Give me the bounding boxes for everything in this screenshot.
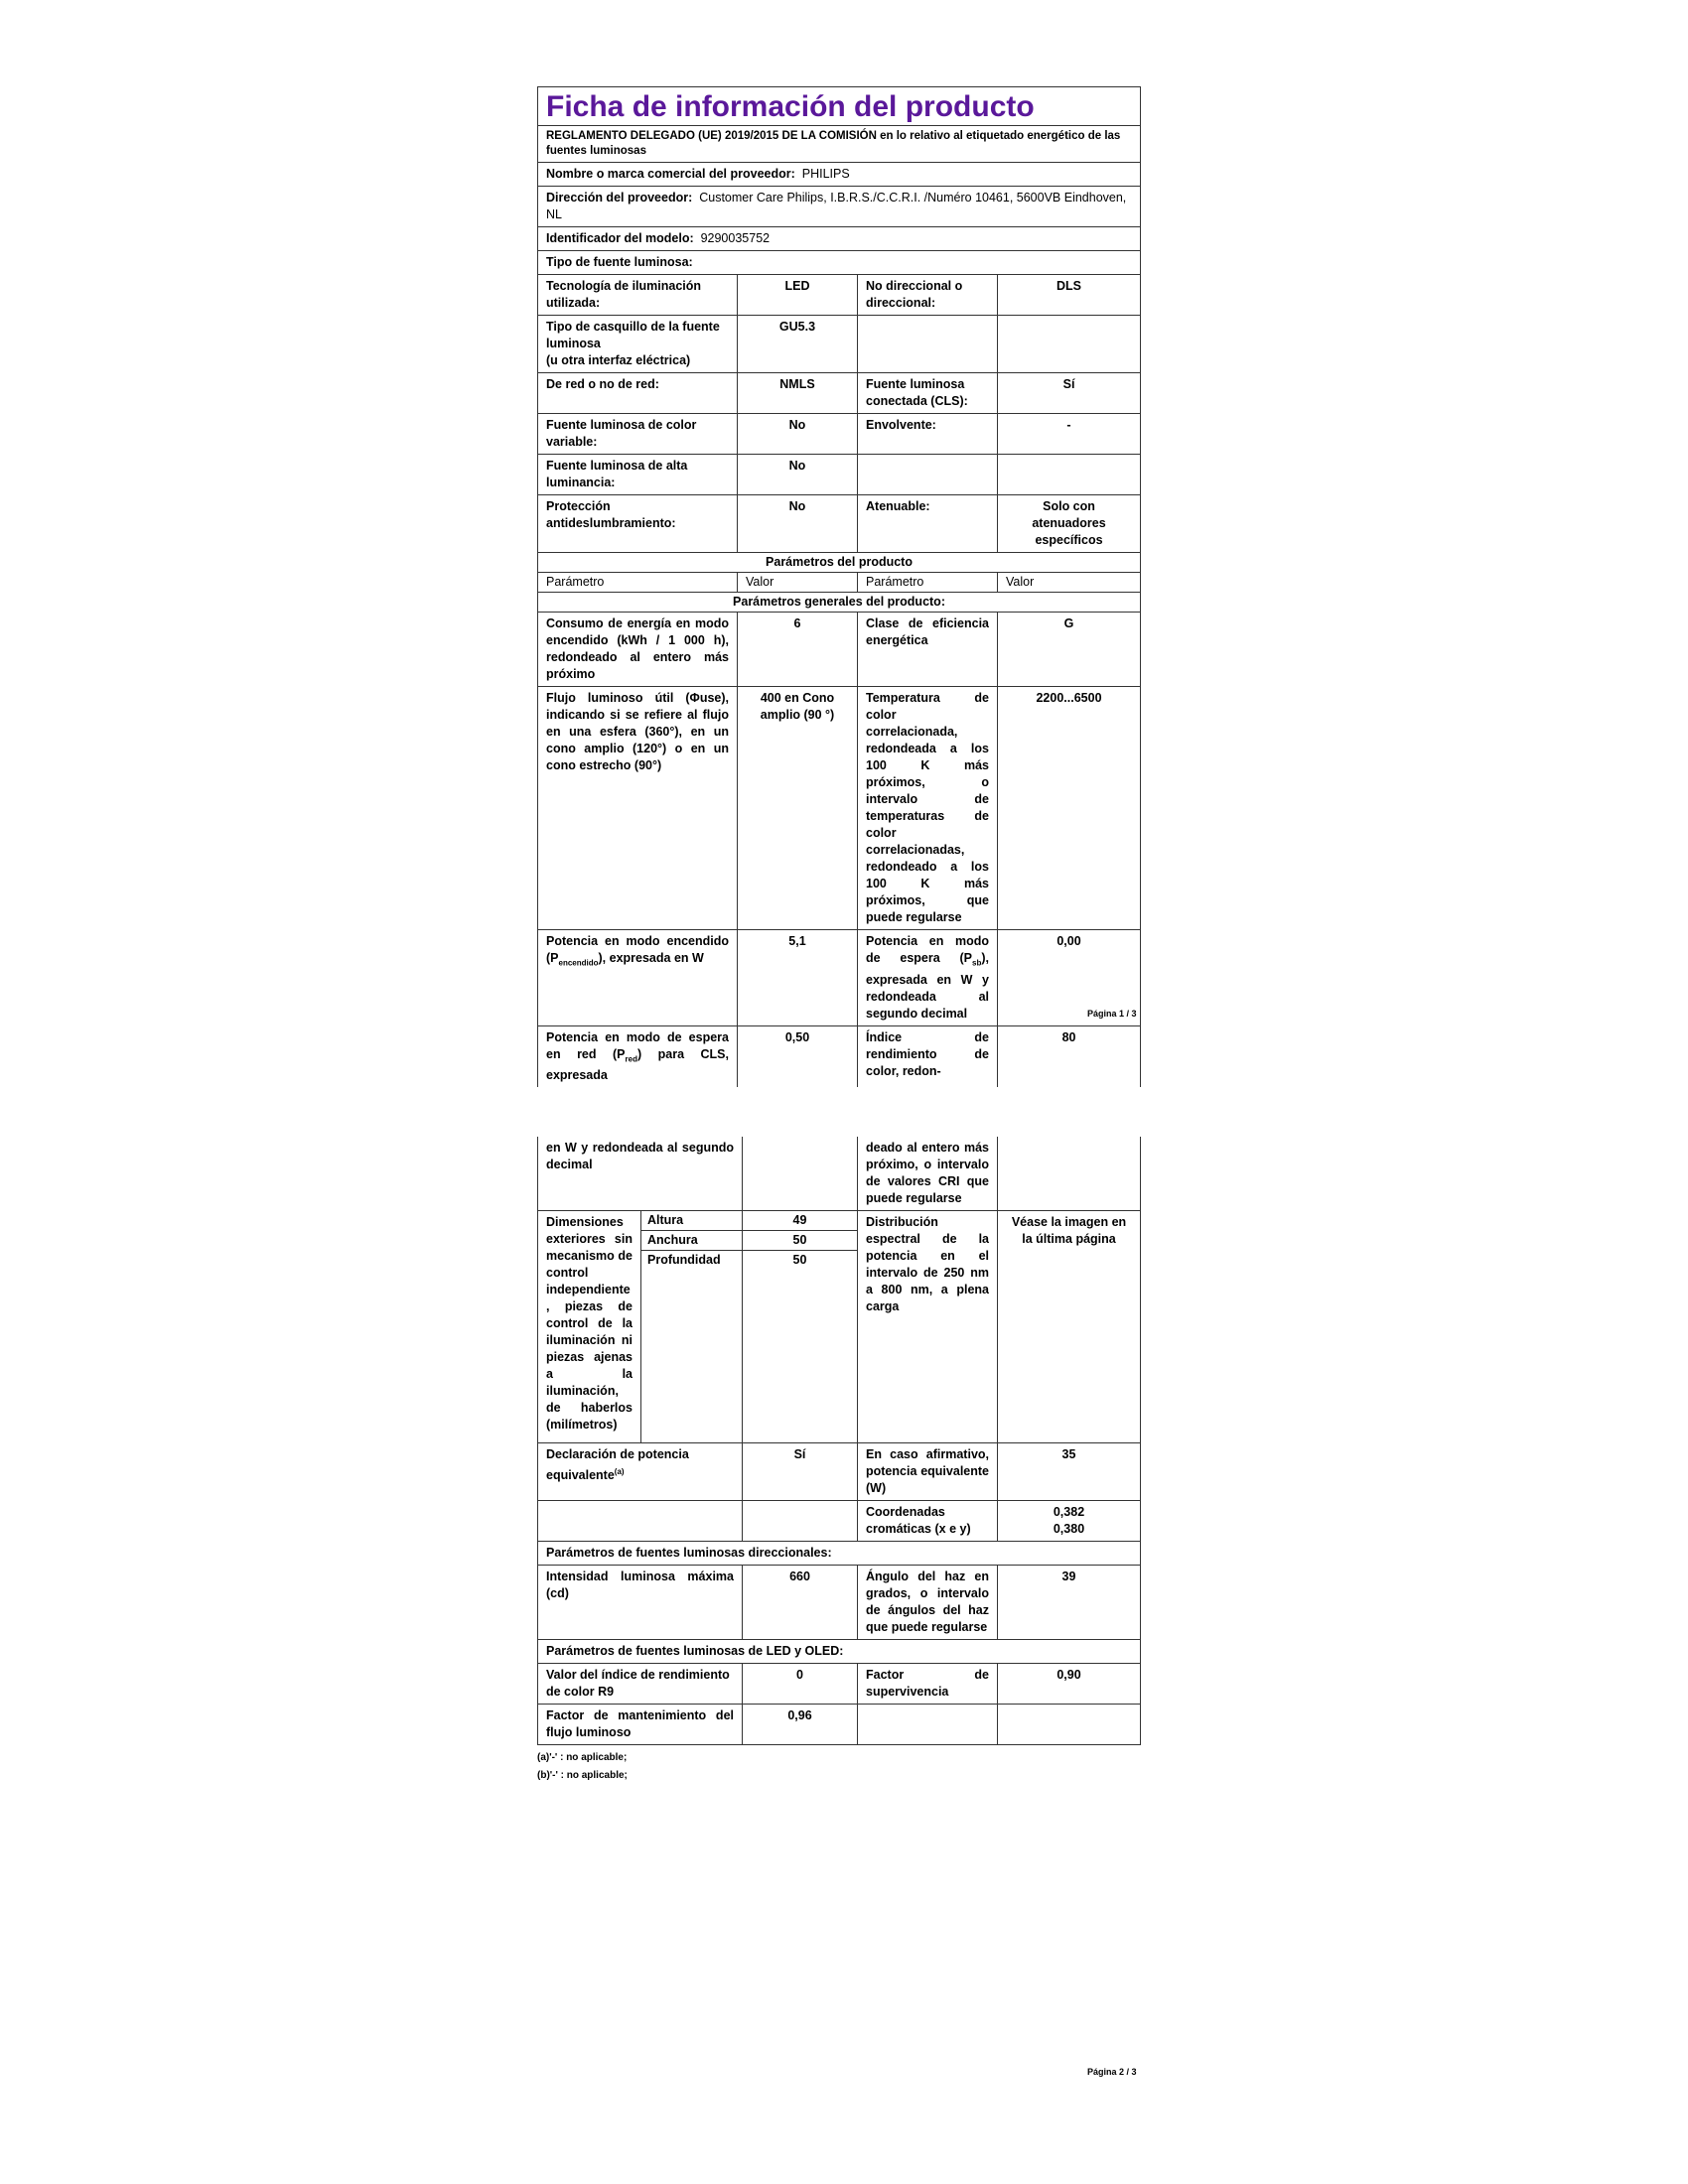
- table-cell: Consumo de energía en modo encendido (kWh / 1 000 h), redondeado al entero más próximo: [538, 613, 738, 687]
- text-part: ), expresada en W y redondeada al segundo decimal: [866, 951, 989, 1021]
- superscript: (a): [614, 1467, 625, 1476]
- table-cell: Sí: [743, 1443, 858, 1501]
- table-cell: -: [998, 414, 1141, 455]
- col-header-param: Parámetro: [858, 573, 998, 593]
- table-cell: [538, 1443, 743, 1501]
- footnote-a: (a)'-' : no aplicable;: [537, 1752, 628, 1763]
- supplier-value: PHILIPS: [801, 167, 850, 181]
- table-cell: No: [738, 495, 858, 553]
- page-2: [537, 1137, 1140, 1785]
- table-cell: 80: [998, 1025, 1141, 1087]
- table-cell: Protección antideslumbramiento:: [538, 495, 738, 553]
- table-cell: 400 en Cono amplio (90 °): [738, 687, 858, 930]
- subscript: red: [625, 1054, 637, 1063]
- table-cell: 660: [743, 1566, 858, 1640]
- table-cell: 5,1: [738, 930, 858, 1026]
- page-number: Página 1 / 3: [1087, 1009, 1137, 1019]
- table-cell: Intensidad luminosa máxima (cd): [538, 1566, 743, 1640]
- table-cell: 39: [998, 1566, 1141, 1640]
- model-label: Identificador del modelo:: [546, 231, 694, 245]
- supplier-row: [538, 163, 1141, 187]
- depth-label: Profundidad: [641, 1251, 743, 1443]
- table-cell: No: [738, 455, 858, 495]
- table-cell: NMLS: [738, 373, 858, 414]
- table-cell: Factor de supervivencia: [858, 1664, 998, 1705]
- table-cell: [538, 316, 738, 373]
- table-cell: Solo con atenuadores específicos: [998, 495, 1141, 553]
- table-cell: 2200...6500: [998, 687, 1141, 930]
- table-cell: Valor del índice de rendimiento de color R9: [538, 1664, 743, 1705]
- supplier-label: Nombre o marca comercial del proveedor:: [546, 167, 795, 181]
- table-cell: Envolvente:: [858, 414, 998, 455]
- address-value: Customer Care Philips, I.B.R.S./C.C.R.I. /Numéro 10461, 5600VB Eindhoven, NL: [546, 191, 1127, 221]
- text-part: ) para CLS, expresada: [546, 1046, 729, 1082]
- table-cell: [858, 316, 998, 373]
- table-cell: Temperatura de color correlacionada, redondeada a los 100 K más próximos, o intervalo de temperaturas de color correlacionadas, redondeado a los 100 K más próximos, que puede regularse: [858, 687, 998, 930]
- led-heading: Parámetros de fuentes luminosas de LED y OLED:: [538, 1640, 1141, 1664]
- table-cell: en W y redondeada al segundo decimal: [538, 1137, 743, 1211]
- height-label: Altura: [641, 1211, 743, 1231]
- table-cell: 0,90: [998, 1664, 1141, 1705]
- page-1: [537, 86, 1140, 1087]
- table-cell: LED: [738, 275, 858, 316]
- table-cell: 35: [998, 1443, 1141, 1501]
- col-header-value: Valor: [998, 573, 1141, 593]
- depth-value: 50: [743, 1251, 858, 1443]
- table-cell: Coordenadas cromáticas (x e y): [858, 1501, 998, 1542]
- table-cell: 0,50: [738, 1025, 858, 1087]
- col-header-param: Parámetro: [538, 573, 738, 593]
- table-cell: [538, 1501, 743, 1542]
- address-label: Dirección del proveedor:: [546, 191, 693, 205]
- table-cell: [998, 316, 1141, 373]
- text-part: Declaración de potencia equivalente: [546, 1447, 689, 1483]
- table-cell: Tecnología de iluminación utilizada:: [538, 275, 738, 316]
- table-cell: En caso afirmativo, potencia equivalente (W): [858, 1443, 998, 1501]
- table-cell: GU5.3: [738, 316, 858, 373]
- product-info-table-continued: [537, 1137, 1141, 1745]
- table-cell: 0: [743, 1664, 858, 1705]
- table-cell: Fuente luminosa de color variable:: [538, 414, 738, 455]
- table-cell: [743, 1501, 858, 1542]
- height-value: 49: [743, 1211, 858, 1231]
- dimensions-label: Dimensiones exteriores sin mecanismo de control independiente, piezas de control de la iluminación ni piezas ajenas a la iluminación, de haberlos (milímetros): [538, 1211, 641, 1443]
- table-cell: [538, 930, 738, 1026]
- text-part: ), expresada en W: [598, 951, 704, 965]
- spd-value: Véase la imagen en la última página: [998, 1211, 1141, 1443]
- table-cell: [858, 455, 998, 495]
- table-cell: [998, 1705, 1141, 1745]
- model-row: [538, 227, 1141, 251]
- table-cell: Flujo luminoso útil (Φuse), indicando si se refiere al flujo en una esfera (360°), en un cono amplio (120°) o en un cono estrecho (90°): [538, 687, 738, 930]
- table-cell: Sí: [998, 373, 1141, 414]
- table-cell: [998, 455, 1141, 495]
- table-cell: DLS: [998, 275, 1141, 316]
- table-cell: G: [998, 613, 1141, 687]
- text-part: Potencia en modo de espera (P: [866, 934, 989, 965]
- light-source-type-heading: Tipo de fuente luminosa:: [538, 251, 1141, 275]
- table-cell: Índice de rendimiento de color, redon-: [858, 1025, 998, 1087]
- table-cell: Atenuable:: [858, 495, 998, 553]
- cap-type-note: (u otra interfaz eléctrica): [546, 353, 691, 367]
- chroma-x: 0,382: [1053, 1505, 1085, 1519]
- table-cell: De red o no de red:: [538, 373, 738, 414]
- subscript: sb: [972, 958, 982, 968]
- table-cell: 0,96: [743, 1705, 858, 1745]
- table-cell: 6: [738, 613, 858, 687]
- table-cell: 0,00: [998, 930, 1141, 1026]
- spd-label: Distribución espectral de la potencia en el intervalo de 250 nm a 800 nm, a plena carga: [858, 1211, 998, 1443]
- table-cell: deado al entero más próximo, o intervalo de valores CRI que puede regularse: [858, 1137, 998, 1211]
- product-params-heading: Parámetros del producto: [538, 553, 1141, 573]
- col-header-value: Valor: [738, 573, 858, 593]
- width-value: 50: [743, 1231, 858, 1251]
- table-cell: No direccional o direccional:: [858, 275, 998, 316]
- table-cell: Fuente luminosa de alta luminancia:: [538, 455, 738, 495]
- width-label: Anchura: [641, 1231, 743, 1251]
- table-cell: [998, 1137, 1141, 1211]
- product-info-table: [537, 86, 1141, 1087]
- address-row: [538, 187, 1141, 227]
- cap-type-label: Tipo de casquillo de la fuente luminosa: [546, 320, 720, 350]
- regulation-text: REGLAMENTO DELEGADO (UE) 2019/2015 DE LA COMISIÓN en lo relativo al etiquetado energético de las fuentes luminosas: [538, 126, 1141, 163]
- table-cell: Factor de mantenimiento del flujo luminoso: [538, 1705, 743, 1745]
- table-cell: [858, 930, 998, 1026]
- table-cell: Ángulo del haz en grados, o intervalo de ángulos del haz que puede regularse: [858, 1566, 998, 1640]
- table-cell: Clase de eficiencia energética: [858, 613, 998, 687]
- table-cell: Fuente luminosa conectada (CLS):: [858, 373, 998, 414]
- general-params-heading: Parámetros generales del producto:: [538, 593, 1141, 613]
- chroma-y: 0,380: [1053, 1522, 1085, 1536]
- subscript: encendido: [558, 958, 599, 968]
- table-cell: No: [738, 414, 858, 455]
- model-value: 9290035752: [700, 231, 771, 245]
- table-cell: [998, 1501, 1141, 1542]
- footnote-b: (b)'-' : no aplicable;: [537, 1770, 628, 1781]
- table-cell: [743, 1137, 858, 1211]
- page-title: Ficha de información del producto: [538, 87, 1141, 126]
- table-cell: [858, 1705, 998, 1745]
- text-part: Potencia en modo de espera en red (P: [546, 1029, 729, 1061]
- text-part: Potencia en modo encendido (P: [546, 934, 729, 965]
- directional-heading: Parámetros de fuentes luminosas direccionales:: [538, 1542, 1141, 1566]
- table-cell: [538, 1025, 738, 1087]
- page-number: Página 2 / 3: [1087, 2067, 1137, 2077]
